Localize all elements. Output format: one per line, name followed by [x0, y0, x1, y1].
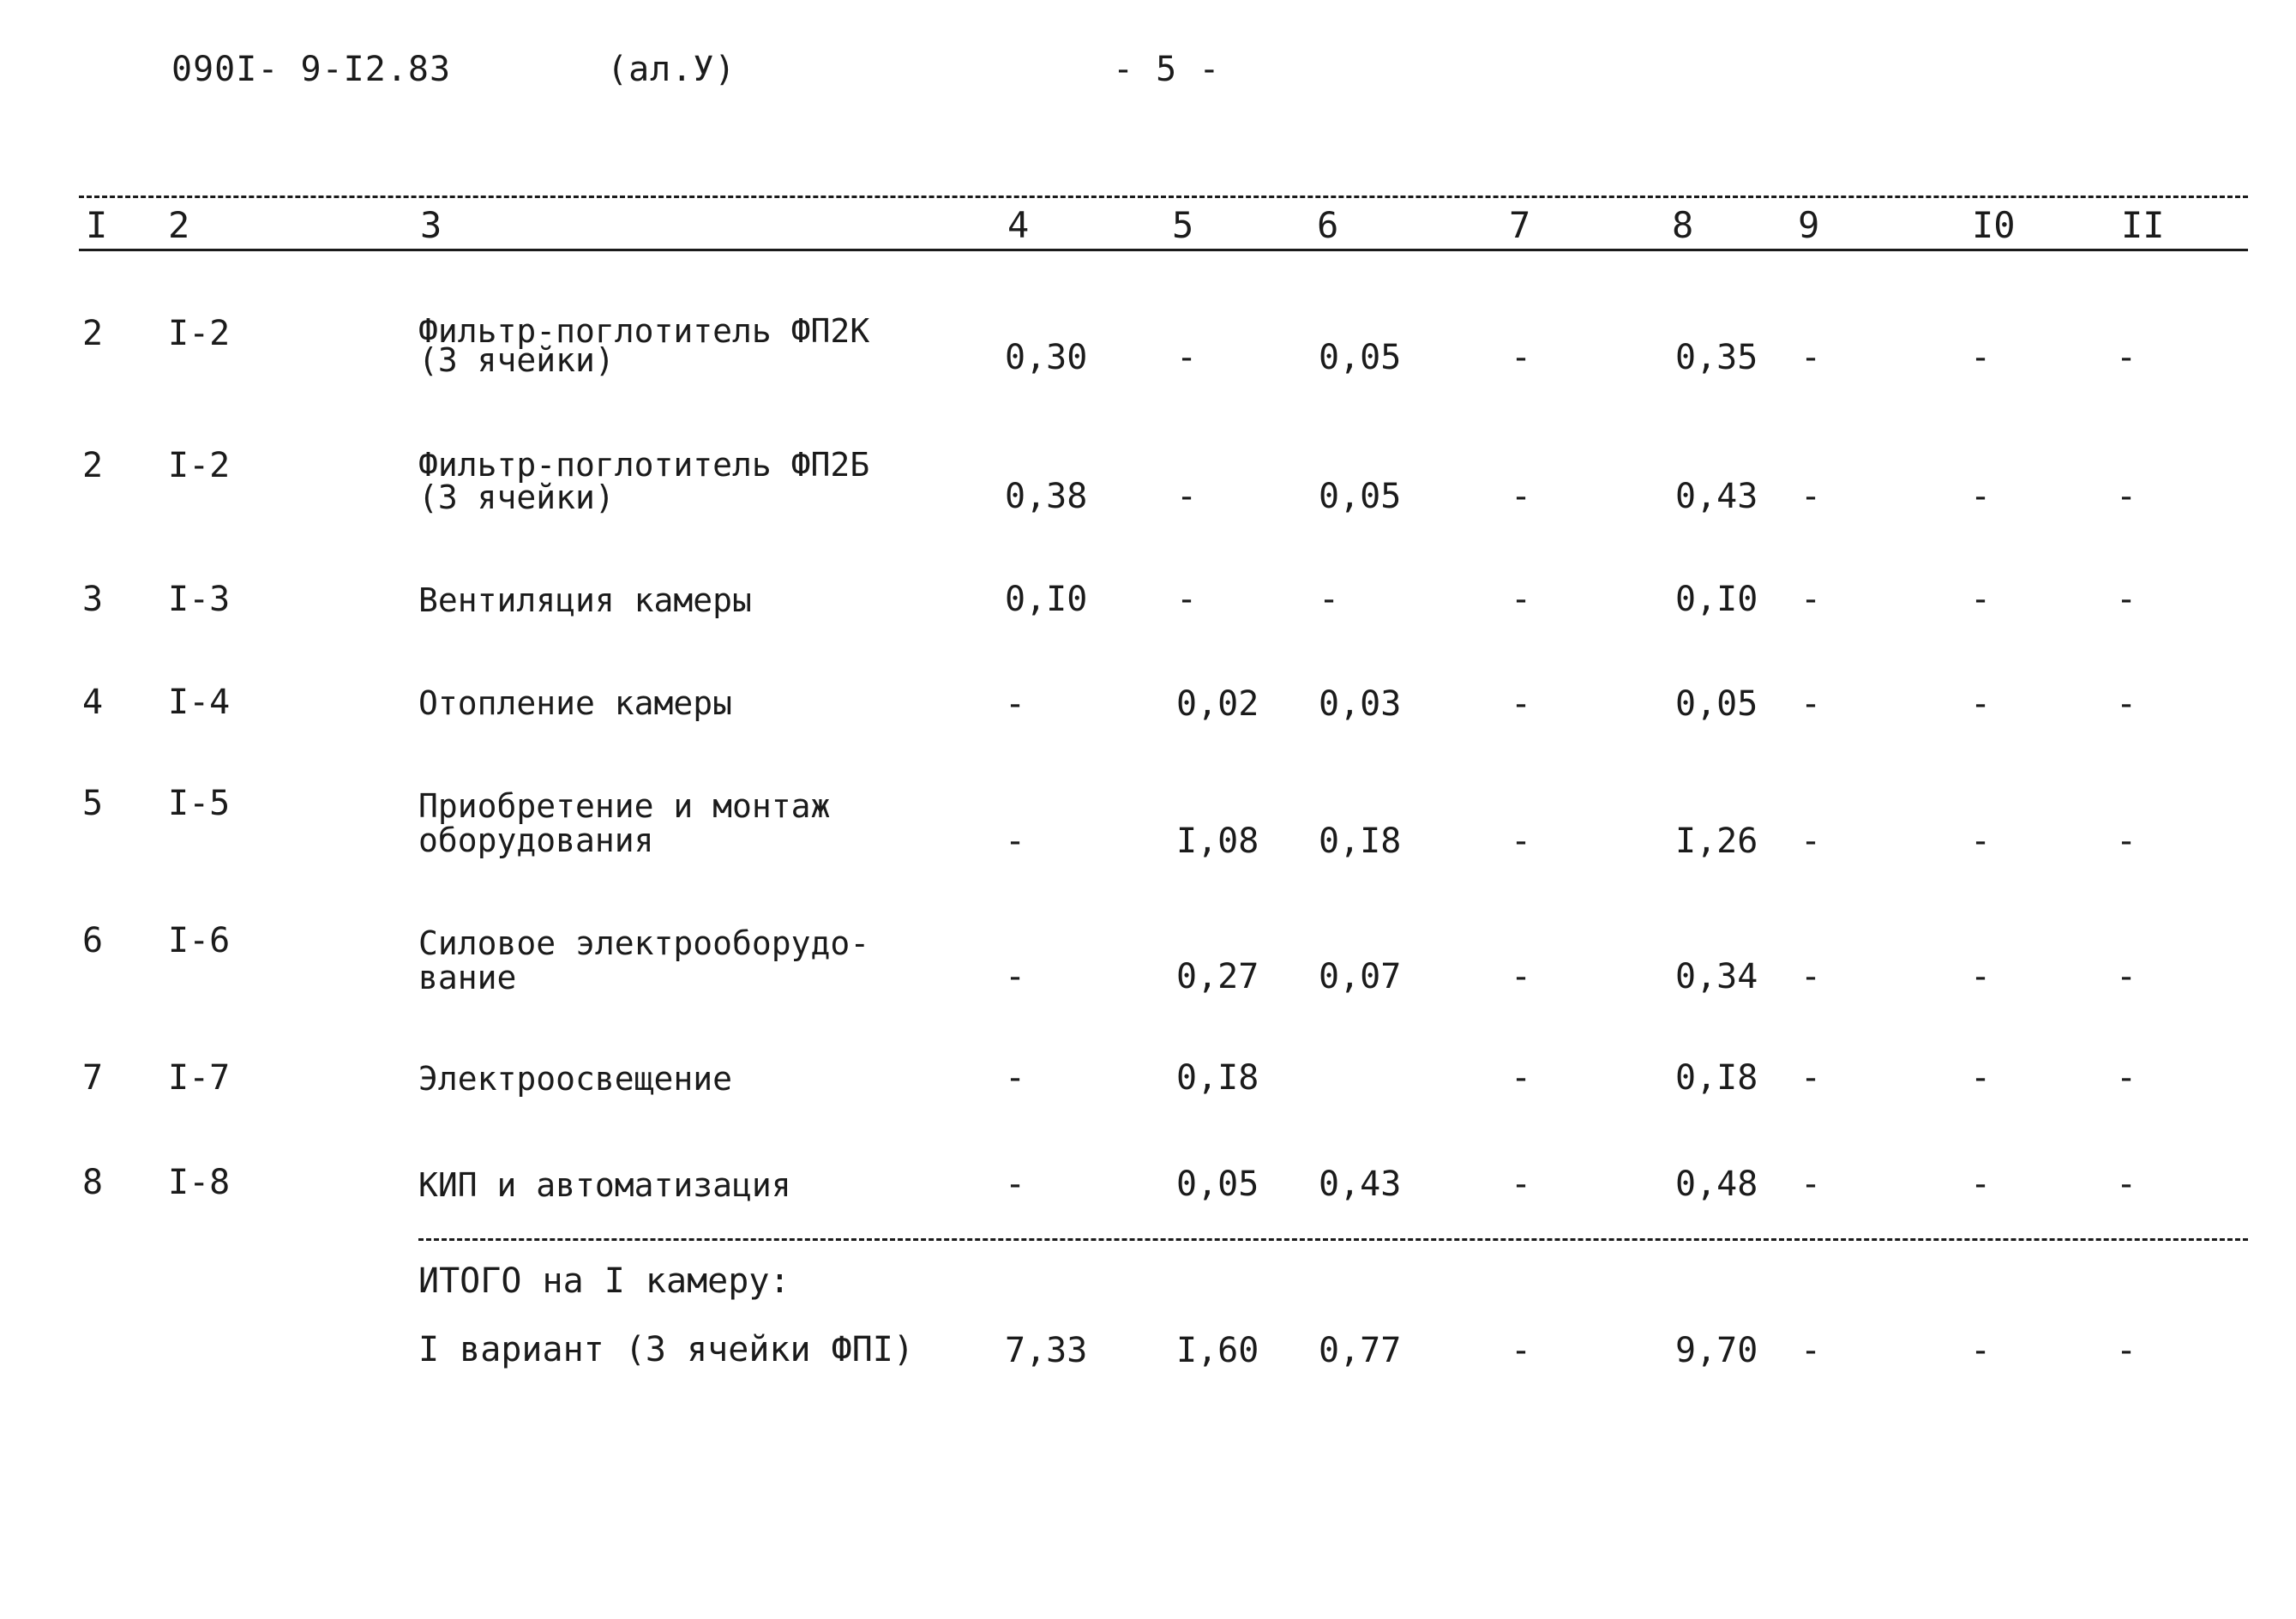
document-code: 090I- 9-I2.83 [171, 50, 452, 89]
header-bottom-rule [79, 249, 2248, 251]
cell-col7: - [1511, 477, 1532, 516]
total-col10: - [1970, 1331, 1992, 1370]
row-description: Электроосвещение [418, 1060, 733, 1098]
column-number: I [86, 204, 108, 246]
cell-col5: - [1176, 477, 1198, 516]
cell-col11: - [2116, 1058, 2137, 1098]
total-col11: - [2116, 1331, 2137, 1370]
row-code: I-5 [168, 784, 231, 823]
row-code: I-2 [168, 446, 231, 485]
row-description-line2: (3 ячейки) [418, 478, 615, 516]
column-number: II [2121, 204, 2165, 246]
column-number: I0 [1972, 204, 2016, 246]
cell-col5: - [1176, 338, 1198, 377]
cell-col11: - [2116, 957, 2137, 996]
cell-col4: - [1005, 1165, 1026, 1204]
column-number: 5 [1172, 204, 1194, 246]
total-col6: 0,77 [1319, 1331, 1402, 1370]
row-code: I-4 [168, 683, 231, 722]
cell-col10: - [1970, 477, 1992, 516]
cell-col5: 0,I8 [1176, 1058, 1259, 1098]
cell-col7: - [1511, 580, 1532, 619]
table-top-rule [79, 196, 2248, 198]
total-col7: - [1511, 1331, 1532, 1370]
cell-col7: - [1511, 684, 1532, 724]
row-number: 6 [82, 921, 104, 960]
row-description: Приобретение и монтаж [418, 787, 831, 825]
cell-col6: 0,03 [1319, 684, 1402, 724]
cell-col4: 0,I0 [1005, 580, 1088, 619]
column-number: 4 [1007, 204, 1030, 246]
row-description: Фильтр-поглотитель ФП2К [418, 312, 870, 350]
total-col8: 9,70 [1675, 1331, 1758, 1370]
cell-col4: 0,30 [1005, 338, 1088, 377]
row-number: 8 [82, 1163, 104, 1202]
column-number: 8 [1672, 204, 1694, 246]
cell-col11: - [2116, 1165, 2137, 1204]
cell-col8: 0,34 [1675, 957, 1758, 996]
cell-col11: - [2116, 580, 2137, 619]
cell-col9: - [1800, 477, 1822, 516]
row-number: 4 [82, 683, 104, 722]
cell-col6: 0,43 [1319, 1165, 1402, 1204]
cell-col9: - [1800, 1165, 1822, 1204]
cell-col10: - [1970, 1058, 1992, 1098]
row-number: 3 [82, 580, 104, 619]
row-code: I-6 [168, 921, 231, 960]
total-col5: I,60 [1176, 1331, 1259, 1370]
row-description-line2: (3 ячейки) [418, 341, 615, 379]
total-heading: ИТОГО на I камеру: [418, 1261, 790, 1301]
cell-col4: - [1005, 684, 1026, 724]
cell-col11: - [2116, 338, 2137, 377]
cell-col8: I,26 [1675, 822, 1758, 861]
cell-col6: 0,I8 [1319, 822, 1402, 861]
row-description: КИП и автоматизация [418, 1166, 791, 1204]
column-number: 6 [1317, 204, 1339, 246]
cell-col7: - [1511, 822, 1532, 861]
cell-col8: 0,43 [1675, 477, 1758, 516]
total-col4: 7,33 [1005, 1331, 1088, 1370]
cell-col6: 0,05 [1319, 338, 1402, 377]
cell-col9: - [1800, 684, 1822, 724]
column-number: 9 [1798, 204, 1820, 246]
cell-col10: - [1970, 822, 1992, 861]
cell-col8: 0,I8 [1675, 1058, 1758, 1098]
cell-col8: 0,05 [1675, 684, 1758, 724]
row-description-line2: оборудования [418, 822, 654, 859]
cell-col10: - [1970, 957, 1992, 996]
row-number: 2 [82, 446, 104, 485]
row-code: I-3 [168, 580, 231, 619]
cell-col4: - [1005, 957, 1026, 996]
cell-col7: - [1511, 1058, 1532, 1098]
row-description: Отопление камеры [418, 684, 733, 722]
cell-col10: - [1970, 338, 1992, 377]
cell-col10: - [1970, 580, 1992, 619]
cell-col9: - [1800, 1058, 1822, 1098]
cell-col5: I,08 [1176, 822, 1259, 861]
cell-col9: - [1800, 822, 1822, 861]
cell-col6: - [1319, 580, 1340, 619]
column-number: 3 [420, 204, 442, 246]
cell-col7: - [1511, 1165, 1532, 1204]
cell-col11: - [2116, 822, 2137, 861]
cell-col10: - [1970, 684, 1992, 724]
cell-col5: - [1176, 580, 1198, 619]
row-description-line2: вание [418, 959, 517, 996]
row-number: 7 [82, 1058, 104, 1098]
row-number: 2 [82, 314, 104, 353]
cell-col9: - [1800, 957, 1822, 996]
row-code: I-2 [168, 314, 231, 353]
cell-col6: 0,05 [1319, 477, 1402, 516]
cell-col5: 0,27 [1176, 957, 1259, 996]
cell-col5: 0,05 [1176, 1165, 1259, 1204]
cell-col4: 0,38 [1005, 477, 1088, 516]
cell-col9: - [1800, 580, 1822, 619]
cell-col11: - [2116, 684, 2137, 724]
cell-col4: - [1005, 1058, 1026, 1098]
row-code: I-8 [168, 1163, 231, 1202]
cell-col7: - [1511, 957, 1532, 996]
row-number: 5 [82, 784, 104, 823]
row-description: Силовое электрооборудо- [418, 924, 870, 962]
total-separator-rule [418, 1238, 2248, 1241]
cell-col8: 0,35 [1675, 338, 1758, 377]
column-number: 7 [1509, 204, 1531, 246]
page-number: - 5 - [1113, 50, 1221, 89]
total-label: I вариант (3 ячейки ФПI) [418, 1330, 914, 1369]
cell-col6: 0,07 [1319, 957, 1402, 996]
cell-col5: 0,02 [1176, 684, 1259, 724]
row-code: I-7 [168, 1058, 231, 1098]
row-description: Фильтр-поглотитель ФП2Б [418, 446, 870, 484]
cell-col8: 0,48 [1675, 1165, 1758, 1204]
cell-col7: - [1511, 338, 1532, 377]
cell-col11: - [2116, 477, 2137, 516]
album-label: (ал.У) [607, 50, 736, 89]
total-col9: - [1800, 1331, 1822, 1370]
row-description: Вентиляция камеры [418, 581, 752, 619]
cell-col9: - [1800, 338, 1822, 377]
cell-col8: 0,I0 [1675, 580, 1758, 619]
cell-col10: - [1970, 1165, 1992, 1204]
column-number: 2 [168, 204, 190, 246]
cell-col4: - [1005, 822, 1026, 861]
